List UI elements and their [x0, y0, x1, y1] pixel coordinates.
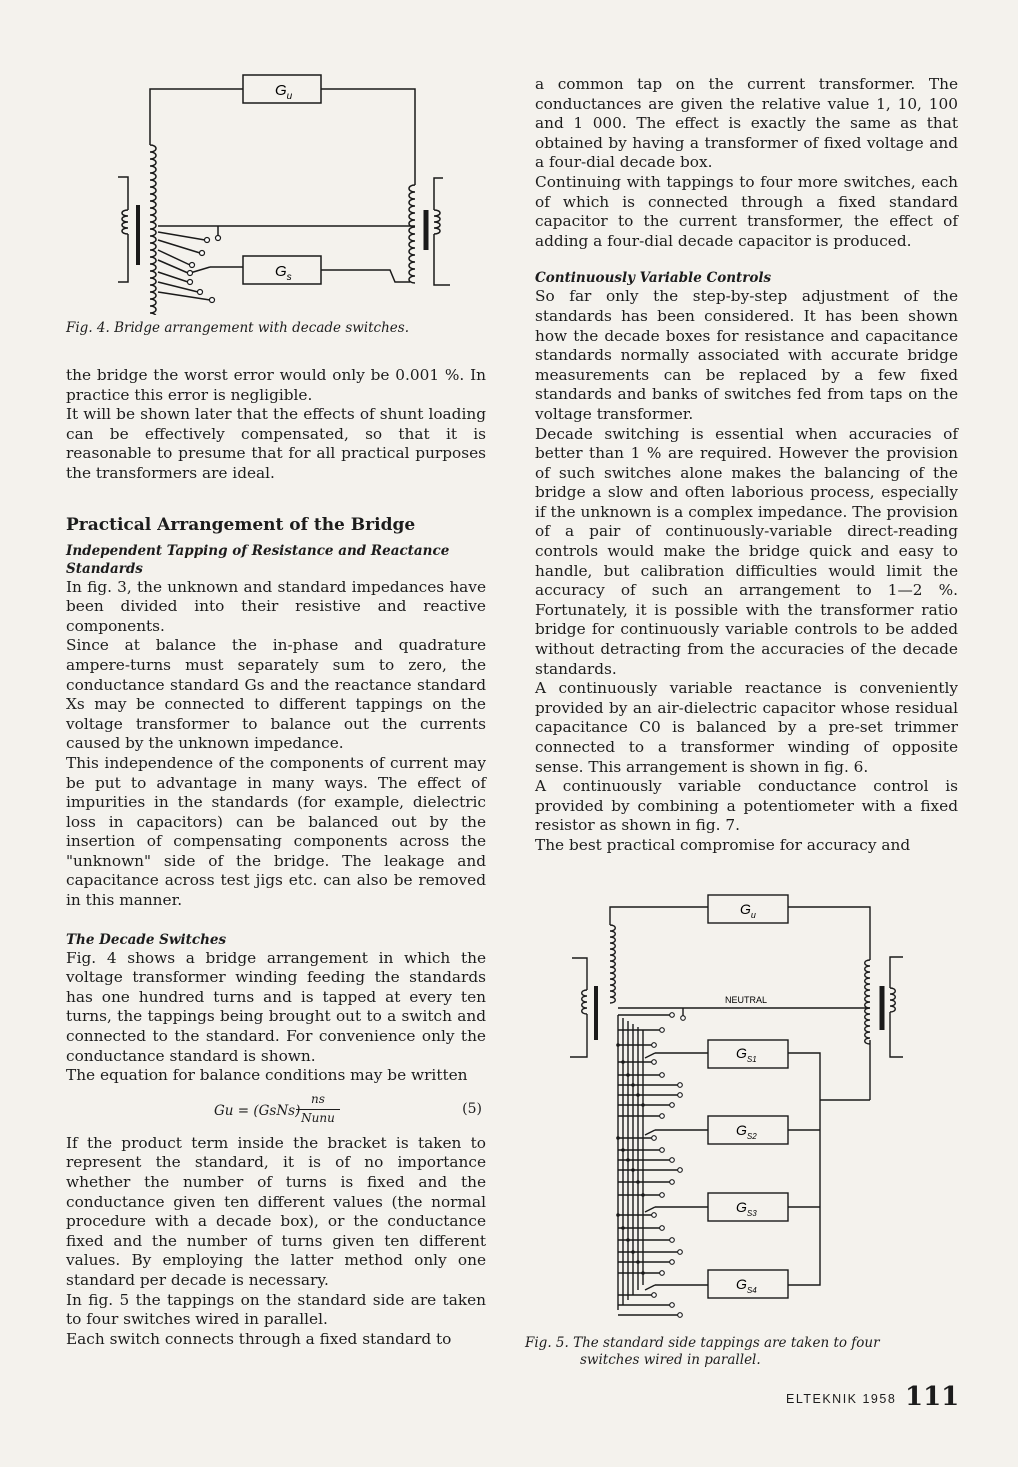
right-column	[535, 75, 958, 856]
paragraph: the bridge the worst error would only be 0.001 %. In practice this error is negligible.	[66, 366, 486, 404]
fig5-gs4-label: $G_{S4}$	[736, 1276, 757, 1295]
paragraph: Each switch connects through a fixed standard to	[66, 1329, 452, 1348]
equation-lhs: Gu = (GsNs)	[214, 1102, 301, 1119]
figure-4-diagram	[110, 60, 470, 315]
figure-5-caption-line2: switches wired in parallel.	[580, 1352, 761, 1368]
fig5-gs2-label: $G_{S2}$	[736, 1122, 757, 1141]
paragraph: Decade switching is essential when accuracies of better than 1 % are required. However the provision of such switches alone makes the balancing of the bridge a slow and often laborious process, especially if the unknown is a complex impedance. The provision of a pair of continuously-variable direct-reading controls would make the bridge quick and easy to handle, but calibration difficulties would limit the accuracy of such an arrangement to 1—2 %. Fortunately, it is possible with the transformer ratio bridge for continuously variable controls to be added without detracting from the accuracies of the decade standards.	[535, 424, 958, 678]
journal-footer: ELTEKNIK 1958	[786, 1392, 897, 1406]
equation-numerator: ns	[296, 1090, 340, 1111]
paragraph: Continuing with tappings to four more switches, each of which is connected through a fixed standard capacitor to the current transformer, the effect of adding a four-dial decade capacitor is produced.	[535, 172, 958, 250]
figure-5-caption-line1: Fig. 5. The standard side tappings are taken to four	[525, 1335, 880, 1351]
paragraph: In fig. 3, the unknown and standard impedances have been divided into their resistive and reactive components.	[66, 577, 486, 635]
paragraph: Since at balance the in-phase and quadrature ampere-turns must separately sum to zero, the conductance standard Gs and the reactance standard Xs may be connected to different tappings on the voltage transformer to balance out the currents caused by the unknown impedance.	[66, 636, 486, 753]
fig5-gu-label: $G_u$	[740, 901, 756, 920]
paragraph: In fig. 5 the tappings on the standard side are taken to four switches wired in parallel.	[66, 1290, 486, 1329]
paragraph: The best practical compromise for accuracy and	[535, 835, 911, 854]
fig4-gs-label: $G_s$	[275, 263, 292, 283]
fig5-gs1-label: $G_{S1}$	[736, 1045, 757, 1064]
section-heading: Practical Arrangement of the Bridge	[66, 514, 416, 535]
figure-4-caption: Fig. 4. Bridge arrangement with decade switches.	[66, 320, 410, 336]
equation-number: (5)	[462, 1100, 482, 1117]
fig5-neutral-label: NEUTRAL	[725, 995, 768, 1005]
subsection-heading: Continuously Variable Controls	[535, 270, 772, 287]
fig4-gu-label: $G_u$	[275, 82, 293, 102]
subsection-heading: Independent Tapping of Resistance and Reactance Standards	[66, 542, 450, 577]
figure-5-caption	[525, 1335, 945, 1369]
equation-denominator: Nunu	[301, 1110, 335, 1125]
paragraph: A continuously variable conductance control is provided by combining a potentiometer with a fixed resistor as shown in fig. 7.	[535, 777, 958, 835]
fig5-gs3-label: $G_{S3}$	[736, 1199, 757, 1218]
equation-5	[66, 1086, 486, 1134]
paragraph: A continuously variable reactance is conveniently provided by an air-dielectric capacitor whose residual capacitance C0 is balanced by a pre-set trimmer connected to a transformer winding of opposite sense. This arrangement is shown in fig. 6.	[535, 679, 958, 776]
subsection-heading: The Decade Switches	[66, 931, 227, 948]
page-number: 111	[905, 1382, 960, 1412]
paragraph: This independence of the components of current may be put to advantage in many ways. The effect of impurities in the standards (for example, dielectric loss in capacitors) can be balanced out by the insertion of compensating components across the "unknown" side of the bridge. The leakage and capacitance across test jigs etc. can also be removed in this manner.	[66, 753, 486, 910]
paragraph: So far only the step-by-step adjustment of the standards has been considered. It has been shown how the decade boxes for resistance and capacitance standards normally associated with accurate bridge measurements can be replaced by a few fixed standards and banks of switches fed from taps on the voltage transformer.	[535, 287, 958, 423]
paragraph: If the product term inside the bracket is taken to represent the standard, it is of no importance whether the number of turns is fixed and the conductance given ten different values (the normal procedure with a decade box), or the conductance fixed and the number of turns given ten different values. By employing the latter method only one standard per decade is necessary.	[66, 1133, 486, 1289]
paragraph: The equation for balance conditions may be written	[66, 1066, 468, 1085]
paragraph: Fig. 4 shows a bridge arrangement in which the voltage transformer winding feeding the standards has one hundred turns and is tapped at every ten turns, the tappings being brought out to a switch and connected to the standard. For convenience only the conductance standard is shown.	[66, 948, 486, 1065]
figure-5-diagram	[560, 890, 920, 1330]
paragraph: It will be shown later that the effects of shunt loading can be effectively compensated, so that it is reasonable to presume that for all practical purposes the transformers are ideal.	[66, 405, 486, 482]
left-column	[66, 366, 486, 1349]
paragraph: a common tap on the current transformer. The conductances are given the relative value 1, 10, 100 and 1 000. The effect is exactly the same as that obtained by having a transformer of fixed voltage and a four-dial decade box.	[535, 75, 958, 172]
